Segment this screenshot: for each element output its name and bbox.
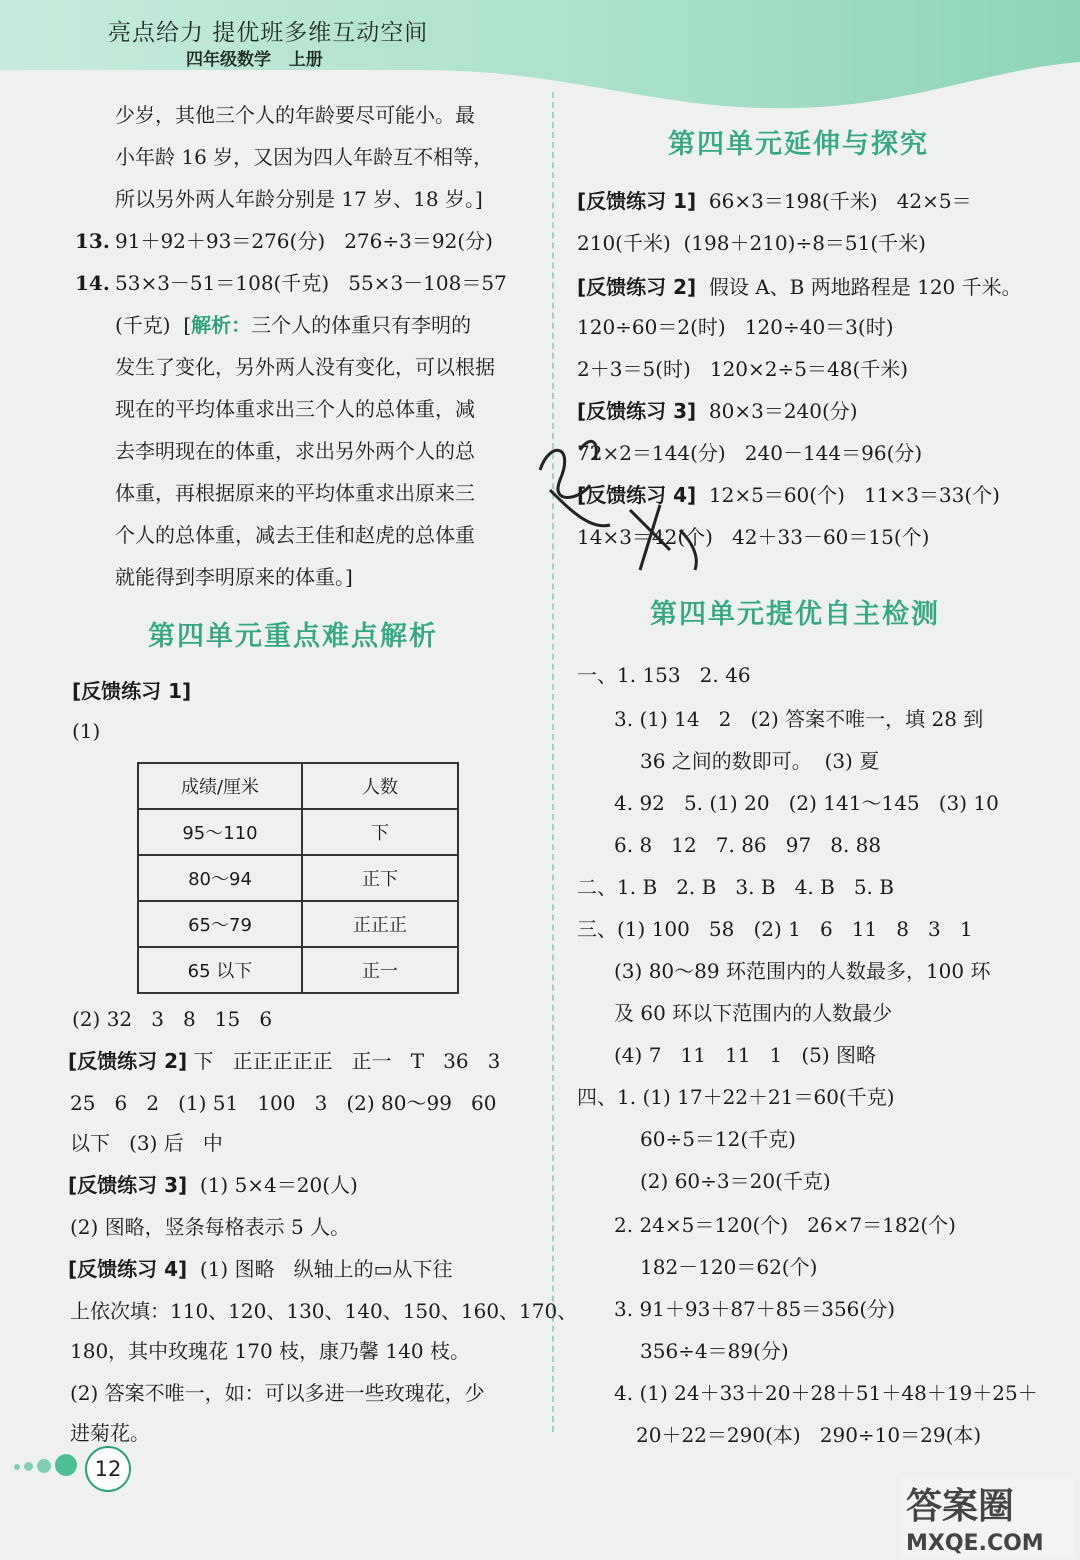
exercise-tag: [反馈练习 2] [68,1049,188,1073]
table-cell: 下 [302,809,458,855]
text-span: (千克) [ [115,313,192,337]
table-cell: 正一 [302,947,458,993]
exercise-line [577,188,972,214]
text-line: 上依次填：110、120、130、140、150、160、170、 [70,1299,578,1323]
answer-13: 91＋92＋93＝276(分) 276÷3＝92(分) [115,229,493,253]
answer-line: 4. 92 5. (1) 20 (2) 141～145 (3) 10 [614,791,999,815]
text-line: 180，其中玫瑰花 170 枝，康乃馨 140 枝。 [70,1339,470,1363]
table-cell: 正下 [302,855,458,901]
text-span: 80×3＝240(分) [696,399,858,423]
text-span: 66×3＝198(千米) 42×5＝ [696,189,972,213]
answer-14: 53×3－51＝108(千克) 55×3－108＝57 [115,271,507,295]
text-line: 所以另外两人年龄分别是 17 岁、18 岁。] [115,187,483,211]
text-line: 少岁，其他三个人的年龄要尽可能小。最 [115,103,475,127]
answer-line: 36 之间的数即可。 (3) 夏 [640,749,880,773]
answer-line: 二、1. B 2. B 3. B 4. B 5. B [577,875,894,899]
section-title: 第四单元重点难点解析 [148,621,438,652]
text-span: 下 正正正正正 正一 T 36 3 [187,1049,501,1073]
table-header-row [138,763,458,809]
text-line: 体重，再根据原来的平均体重求出原来三 [115,481,475,505]
text-span: (1) 图略 纵轴上的▭从下往 [187,1257,453,1281]
table-header-cell: 人数 [302,763,458,809]
text-line: 210(千米) (198＋210)÷8＝51(千米) [577,231,926,255]
header-title: 亮点给力 提优班多维互动空间 [108,20,429,46]
section-title: 第四单元延伸与探究 [668,129,929,160]
exercise-line [68,1048,500,1074]
text-line: 小年龄 16 岁，又因为四人年龄互不相等， [115,145,494,169]
exercise-tag: [反馈练习 1] [577,189,697,213]
exercise-tag: [反馈练习 3] [577,399,697,423]
handwritten-scribble [520,430,720,590]
answer-line: 60÷5＝12(千克) [640,1127,796,1151]
exercise-tag: [反馈练习 4] [577,483,697,507]
header-subtitle: 四年级数学 上册 [186,50,323,70]
answer-line: 及 60 环以下范围内的人数最少 [614,1001,893,1025]
table-row [138,901,458,947]
tally-table [137,762,459,994]
section-title: 第四单元提优自主检测 [650,599,940,630]
answer-line: 20＋22＝290(本) 290÷10＝29(本) [636,1423,982,1447]
text-line: (2) 答案不唯一，如：可以多进一些玫瑰花，少 [70,1381,485,1405]
answer-line: 182－120＝62(个) [640,1255,818,1279]
exercise-line [577,274,1022,300]
text-line: 2＋3＝5(时) 120×2÷5＝48(千米) [577,357,909,381]
text-line: 以下 (3) 后 中 [70,1131,223,1155]
answer-line: (2) 60÷3＝20(千克) [640,1169,831,1193]
question-number: 14. [75,271,110,295]
answer-line: 3. (1) 14 2 (2) 答案不唯一，填 28 到 [614,707,984,731]
decor-dot [14,1464,20,1470]
text-line: 进菊花。 [70,1421,150,1445]
text-line: 72×2＝144(分) 240－144＝96(分) [577,441,923,465]
table-row [138,855,458,901]
text-line: 120÷60＝2(时) 120÷40＝3(时) [577,315,894,339]
question-number: 13. [75,229,110,253]
text-line: (1) [72,719,101,743]
answer-14-line [115,312,471,338]
text-line: 25 6 2 (1) 51 100 3 (2) 80～99 60 [70,1091,497,1115]
text-span: 三个人的体重只有李明的 [251,313,472,337]
table-cell: 95～110 [138,809,302,855]
text-line: 去李明现在的体重，求出另外两个人的总 [115,439,475,463]
exercise-tag: [反馈练习 3] [68,1173,188,1197]
watermark-domain: MXQE.COM [906,1531,1044,1556]
answer-line: 2. 24×5＝120(个) 26×7＝182(个) [614,1213,956,1237]
exercise-tag: [反馈练习 1] [72,679,192,703]
answer-line: 6. 8 12 7. 86 97 8. 88 [614,833,882,857]
table-row [138,809,458,855]
exercise-tag: [反馈练习 2] [577,275,697,299]
decor-dot [24,1462,33,1471]
text-span: (1) 5×4＝20(人) [187,1173,358,1197]
table-row [138,947,458,993]
page-number: 12 [85,1446,131,1492]
decor-dot [55,1454,77,1476]
answer-line: (3) 80～89 环范围内的人数最多，100 环 [614,959,991,983]
exercise-line [68,1172,358,1198]
text-line: 个人的总体重，减去王佳和赵虎的总体重 [115,523,475,547]
text-line: (2) 32 3 8 15 6 [72,1007,273,1031]
text-line: 现在的平均体重求出三个人的总体重，减 [115,397,475,421]
text-line: 就能得到李明原来的体重。] [115,565,353,589]
answer-line: 四、1. (1) 17＋22＋21＝60(千克) [577,1085,895,1109]
text-span: 假设 A、B 两地路程是 120 千米。 [696,275,1022,299]
answer-line: (4) 7 11 11 1 (5) 图略 [614,1043,877,1067]
column-divider [552,92,554,1432]
analysis-tag: 解析： [191,313,252,337]
answer-line: 356÷4＝89(分) [640,1339,789,1363]
exercise-line [68,1256,453,1282]
text-line: 14×3＝42(个) 42＋33－60＝15(个) [577,525,930,549]
text-line: (2) 图略，竖条每格表示 5 人。 [70,1215,351,1239]
exercise-tag: [反馈练习 4] [68,1257,188,1281]
answer-line: 4. (1) 24＋33＋20＋28＋51＋48＋19＋25＋ [614,1381,1038,1405]
answer-line: 三、(1) 100 58 (2) 1 6 11 8 3 1 [577,917,973,941]
exercise-line [577,398,858,424]
table-cell: 65 以下 [138,947,302,993]
watermark-logo [900,1478,1075,1558]
decor-dot [37,1459,51,1473]
table-cell: 80～94 [138,855,302,901]
table-header-cell: 成绩/厘米 [138,763,302,809]
watermark-text: 答案圈 [906,1486,1015,1527]
text-span: 12×5＝60(个) 11×3＝33(个) [696,483,1000,507]
answer-line: 一、1. 153 2. 46 [577,663,751,687]
text-line: 发生了变化，另外两人没有变化，可以根据 [115,355,495,379]
table-cell: 正正正 [302,901,458,947]
answer-line: 3. 91＋93＋87＋85＝356(分) [614,1297,896,1321]
table-cell: 65～79 [138,901,302,947]
